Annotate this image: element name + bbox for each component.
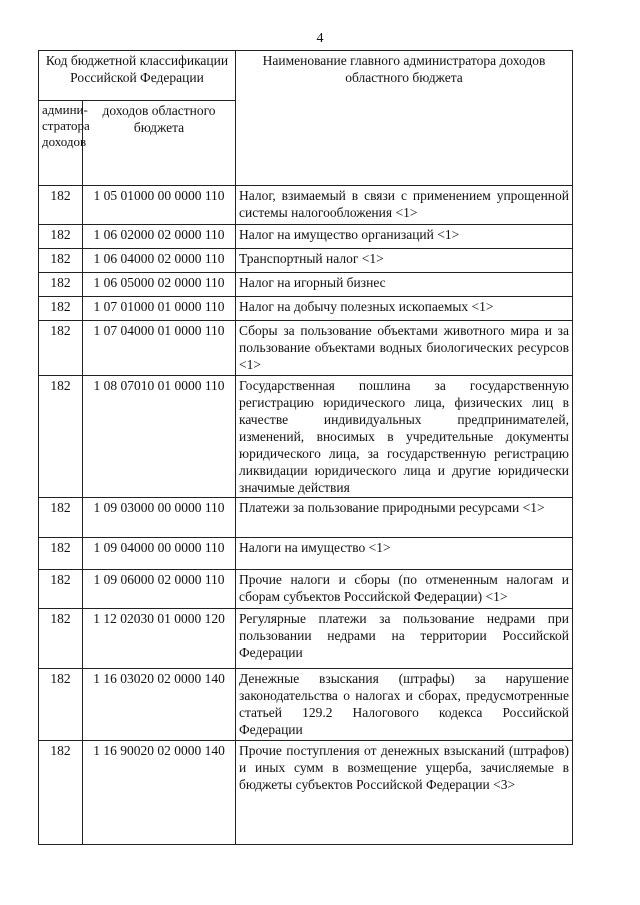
revenue-name-cell: Налог, взимаемый в связи с применением упрощенной системы налогообложения <1> <box>236 186 573 225</box>
revenue-code-cell: 1 06 04000 02 0000 110 <box>83 249 236 273</box>
revenue-code-cell: 1 08 07010 01 0000 110 <box>83 376 236 498</box>
header-revenue-code: доходов областного бюджета <box>83 101 236 186</box>
admin-code-cell: 182 <box>39 609 83 669</box>
revenue-code-cell: 1 12 02030 01 0000 120 <box>83 609 236 669</box>
revenue-code-cell: 1 16 03020 02 0000 140 <box>83 669 236 741</box>
revenue-code-cell: 1 16 90020 02 0000 140 <box>83 741 236 845</box>
revenue-code-cell: 1 09 04000 00 0000 110 <box>83 538 236 570</box>
revenue-name-cell: Налоги на имущество <1> <box>236 538 573 570</box>
table-row <box>39 538 573 570</box>
table-row <box>39 225 573 249</box>
admin-code-cell: 182 <box>39 249 83 273</box>
table-row <box>39 609 573 669</box>
admin-code-cell: 182 <box>39 498 83 538</box>
table-row <box>39 669 573 741</box>
table-row <box>39 186 573 225</box>
admin-code-cell: 182 <box>39 741 83 845</box>
admin-code-cell: 182 <box>39 538 83 570</box>
admin-code-cell: 182 <box>39 273 83 297</box>
admin-code-cell: 182 <box>39 669 83 741</box>
revenue-name-cell: Государственная пошлина за государственную регистрацию юридического лица, физических лиц в качестве индивидуальных предпринимателей, изменений, вносимых в учредительные документы юридического лица, за государственную регистрацию ликвидации юридического лица и другие юридически значимые действия <box>236 376 573 498</box>
header-administrator-code: админи-стратора доходов <box>39 101 83 186</box>
revenue-name-cell: Денежные взыскания (штрафы) за нарушение законодательства о налогах и сборах, предусмотренные статьей 129.2 Налогового кодекса Российской Федерации <box>236 669 573 741</box>
revenue-name-cell: Налог на игорный бизнес <box>236 273 573 297</box>
revenue-name-cell: Прочие поступления от денежных взысканий (штрафов) и иных сумм в возмещение ущерба, зачисляемые в бюджеты субъектов Российской Федерации <3> <box>236 741 573 845</box>
admin-code-cell: 182 <box>39 297 83 321</box>
admin-code-cell: 182 <box>39 225 83 249</box>
table-row <box>39 570 573 609</box>
revenue-code-cell: 1 07 04000 01 0000 110 <box>83 321 236 376</box>
admin-code-cell: 182 <box>39 376 83 498</box>
revenue-name-cell: Сборы за пользование объектами животного мира и за пользование объектами водных биологических ресурсов <1> <box>236 321 573 376</box>
revenue-code-cell: 1 07 01000 01 0000 110 <box>83 297 236 321</box>
revenue-name-cell: Прочие налоги и сборы (по отмененным налогам и сборам субъектов Российской Федерации) <1> <box>236 570 573 609</box>
revenue-name-cell: Налог на имущество организаций <1> <box>236 225 573 249</box>
page-number: 4 <box>316 31 324 46</box>
revenue-code-cell: 1 09 03000 00 0000 110 <box>83 498 236 538</box>
admin-code-cell: 182 <box>39 186 83 225</box>
revenue-name-cell: Транспортный налог <1> <box>236 249 573 273</box>
revenue-classification-table <box>38 50 573 845</box>
table-row <box>39 376 573 498</box>
header-budget-classification-code: Код бюджетной классификации Российской Федерации <box>39 51 236 101</box>
revenue-name-cell: Регулярные платежи за пользование недрами при пользовании недрами на территории Российской Федерации <box>236 609 573 669</box>
revenue-code-cell: 1 09 06000 02 0000 110 <box>83 570 236 609</box>
table-row <box>39 249 573 273</box>
table-row <box>39 741 573 845</box>
revenue-code-cell: 1 06 02000 02 0000 110 <box>83 225 236 249</box>
revenue-name-cell: Налог на добычу полезных ископаемых <1> <box>236 297 573 321</box>
admin-code-cell: 182 <box>39 321 83 376</box>
revenue-code-cell: 1 05 01000 00 0000 110 <box>83 186 236 225</box>
table-row <box>39 297 573 321</box>
table-row <box>39 498 573 538</box>
admin-code-cell: 182 <box>39 570 83 609</box>
revenue-code-cell: 1 06 05000 02 0000 110 <box>83 273 236 297</box>
table-row <box>39 273 573 297</box>
table-row <box>39 321 573 376</box>
header-administrator-name: Наименование главного администратора доходов областного бюджета <box>236 51 573 186</box>
revenue-name-cell: Платежи за пользование природными ресурсами <1> <box>236 498 573 538</box>
